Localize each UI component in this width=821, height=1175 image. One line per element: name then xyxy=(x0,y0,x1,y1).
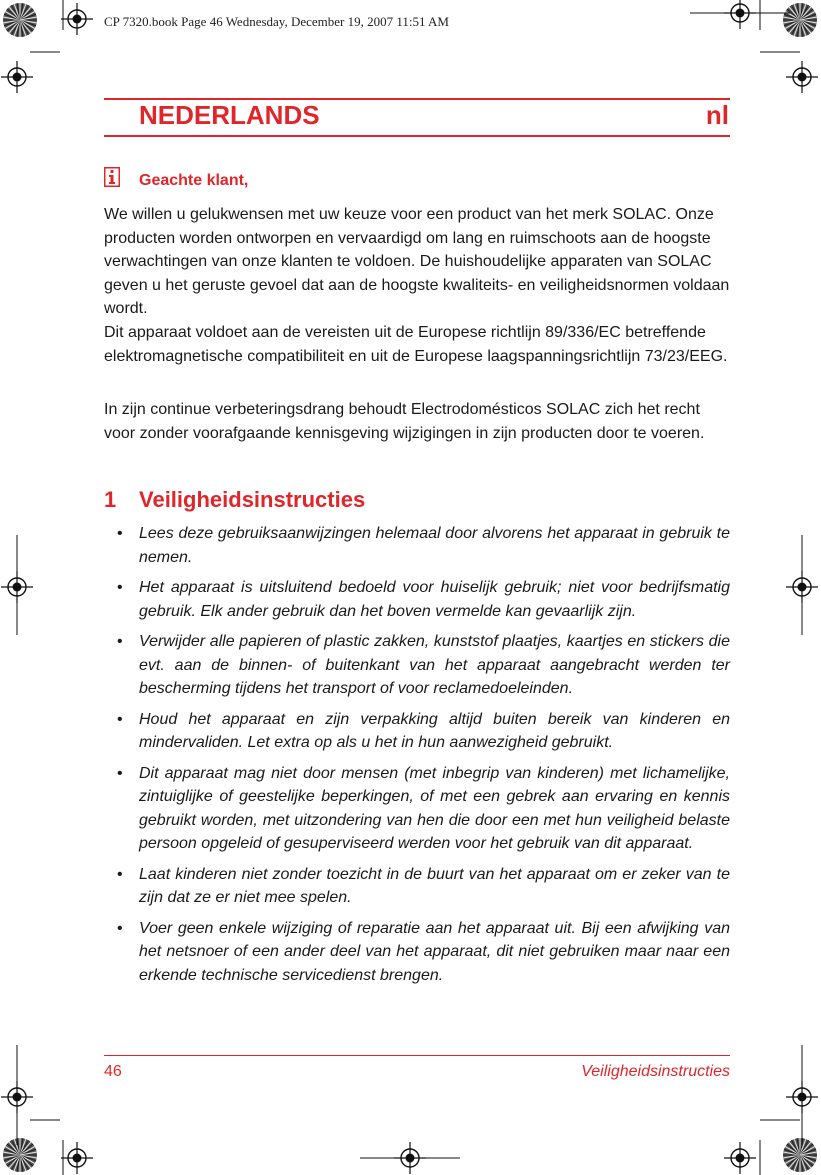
section-title: Veiligheidsinstructies xyxy=(139,487,366,512)
list-item-text: Lees deze gebruiksaanwijzingen helemaal door alvorens het apparaat in gebruik te nemen. xyxy=(139,525,730,566)
language-code: nl xyxy=(705,100,729,130)
bullet-symbol: • xyxy=(117,764,123,782)
list-item xyxy=(104,762,730,856)
footer-rule xyxy=(104,1055,730,1056)
list-item-text: Houd het apparaat en zijn verpakking altijd buiten bereik van kinderen en mindervaliden. Let extra op als u het in hun aanwezigheid gebruikt. xyxy=(139,710,730,751)
list-item xyxy=(104,576,730,623)
bullet-symbol: • xyxy=(117,525,123,542)
list-item xyxy=(104,630,730,701)
list-item xyxy=(104,917,730,988)
bullet-symbol: • xyxy=(117,865,123,883)
list-item-text: Laat kinderen niet zonder toezicht in de buurt van het apparaat om er zeker van te zijn dat ze er niet mee spelen. xyxy=(139,865,730,906)
header-bottom-rule xyxy=(104,135,730,137)
section-number: 1 xyxy=(104,487,117,512)
language-title: NEDERLANDS xyxy=(139,100,320,130)
bullet-symbol: • xyxy=(117,919,123,937)
list-item xyxy=(104,522,730,569)
improvement-paragraph: In zijn continue verbeteringsdrang behoudt Electrodomésticos SOLAC zich het recht voor zonder voorafgaande kennisgeving wijzigingen in zijn producten door te voeren. xyxy=(104,401,705,442)
list-item-text: Verwijder alle papieren of plastic zakken, kunststof plaatjes, kaartjes en stickers die evt. aan de binnen- of buitenkant van het apparaat aangebracht werden ter bescherming tijdens het transport of voor reclamedoeleinden. xyxy=(139,633,730,697)
bullet-symbol: • xyxy=(117,633,123,650)
page-number: 46 xyxy=(104,1063,122,1080)
list-item xyxy=(104,863,730,910)
info-icon xyxy=(104,167,120,187)
list-item-text: Het apparaat is uitsluitend bedoeld voor huiselijk gebruik; niet voor bedrijfsmatig gebruik. Elk ander gebruik dan het boven vermelde kan gevaarlijk zijn. xyxy=(139,579,730,620)
list-item xyxy=(104,708,730,755)
bullet-symbol: • xyxy=(117,710,123,728)
compliance-paragraph: Dit apparaat voldoet aan de vereisten uit de Europese richtlijn 89/336/EC betreffende elektromagnetische compatibiliteit en uit de Europese laagspanningsrichtlijn 73/23/EEG. xyxy=(104,324,728,365)
list-item-text: Voer geen enkele wijziging of reparatie aan het apparaat uit. Bij een afwijking van het netsnoer of een ander deel van het apparaat, dit niet gebruiken maar naar een erkende technische servicedienst brengen. xyxy=(139,919,730,984)
intro-paragraph: We willen u gelukwensen met uw keuze voor een product van het merk SOLAC. Onze producten worden ontworpen en vervaardigd om lang en ruimschoots aan de hoogste verwachtingen van onze klanten te voldoen. De huishoudelijke apparaten van SOLAC geven u het geruste gevoel dat aan de hoogste kwaliteits- en veiligheidsnormen voldaan wordt. xyxy=(104,206,730,317)
safety-instruction-list xyxy=(104,522,730,994)
bullet-symbol: • xyxy=(117,579,123,596)
print-imprint: CP 7320.book Page 46 Wednesday, December 19, 2007 11:51 AM xyxy=(104,14,449,29)
footer-section-name: Veiligheidsinstructies xyxy=(581,1063,730,1080)
list-item-text: Dit apparaat mag niet door mensen (met inbegrip van kinderen) met lichamelijke, zintuiglijke of geestelijke beperkingen, of met een gebrek aan ervaring en kennis gebruikt worden, met uitzondering van hen die door een met hun veiligheid belaste persoon opgeleid of gesuperviseerd werden voor het gebruik van dit apparaat. xyxy=(139,764,730,852)
greeting: Geachte klant, xyxy=(139,172,249,189)
